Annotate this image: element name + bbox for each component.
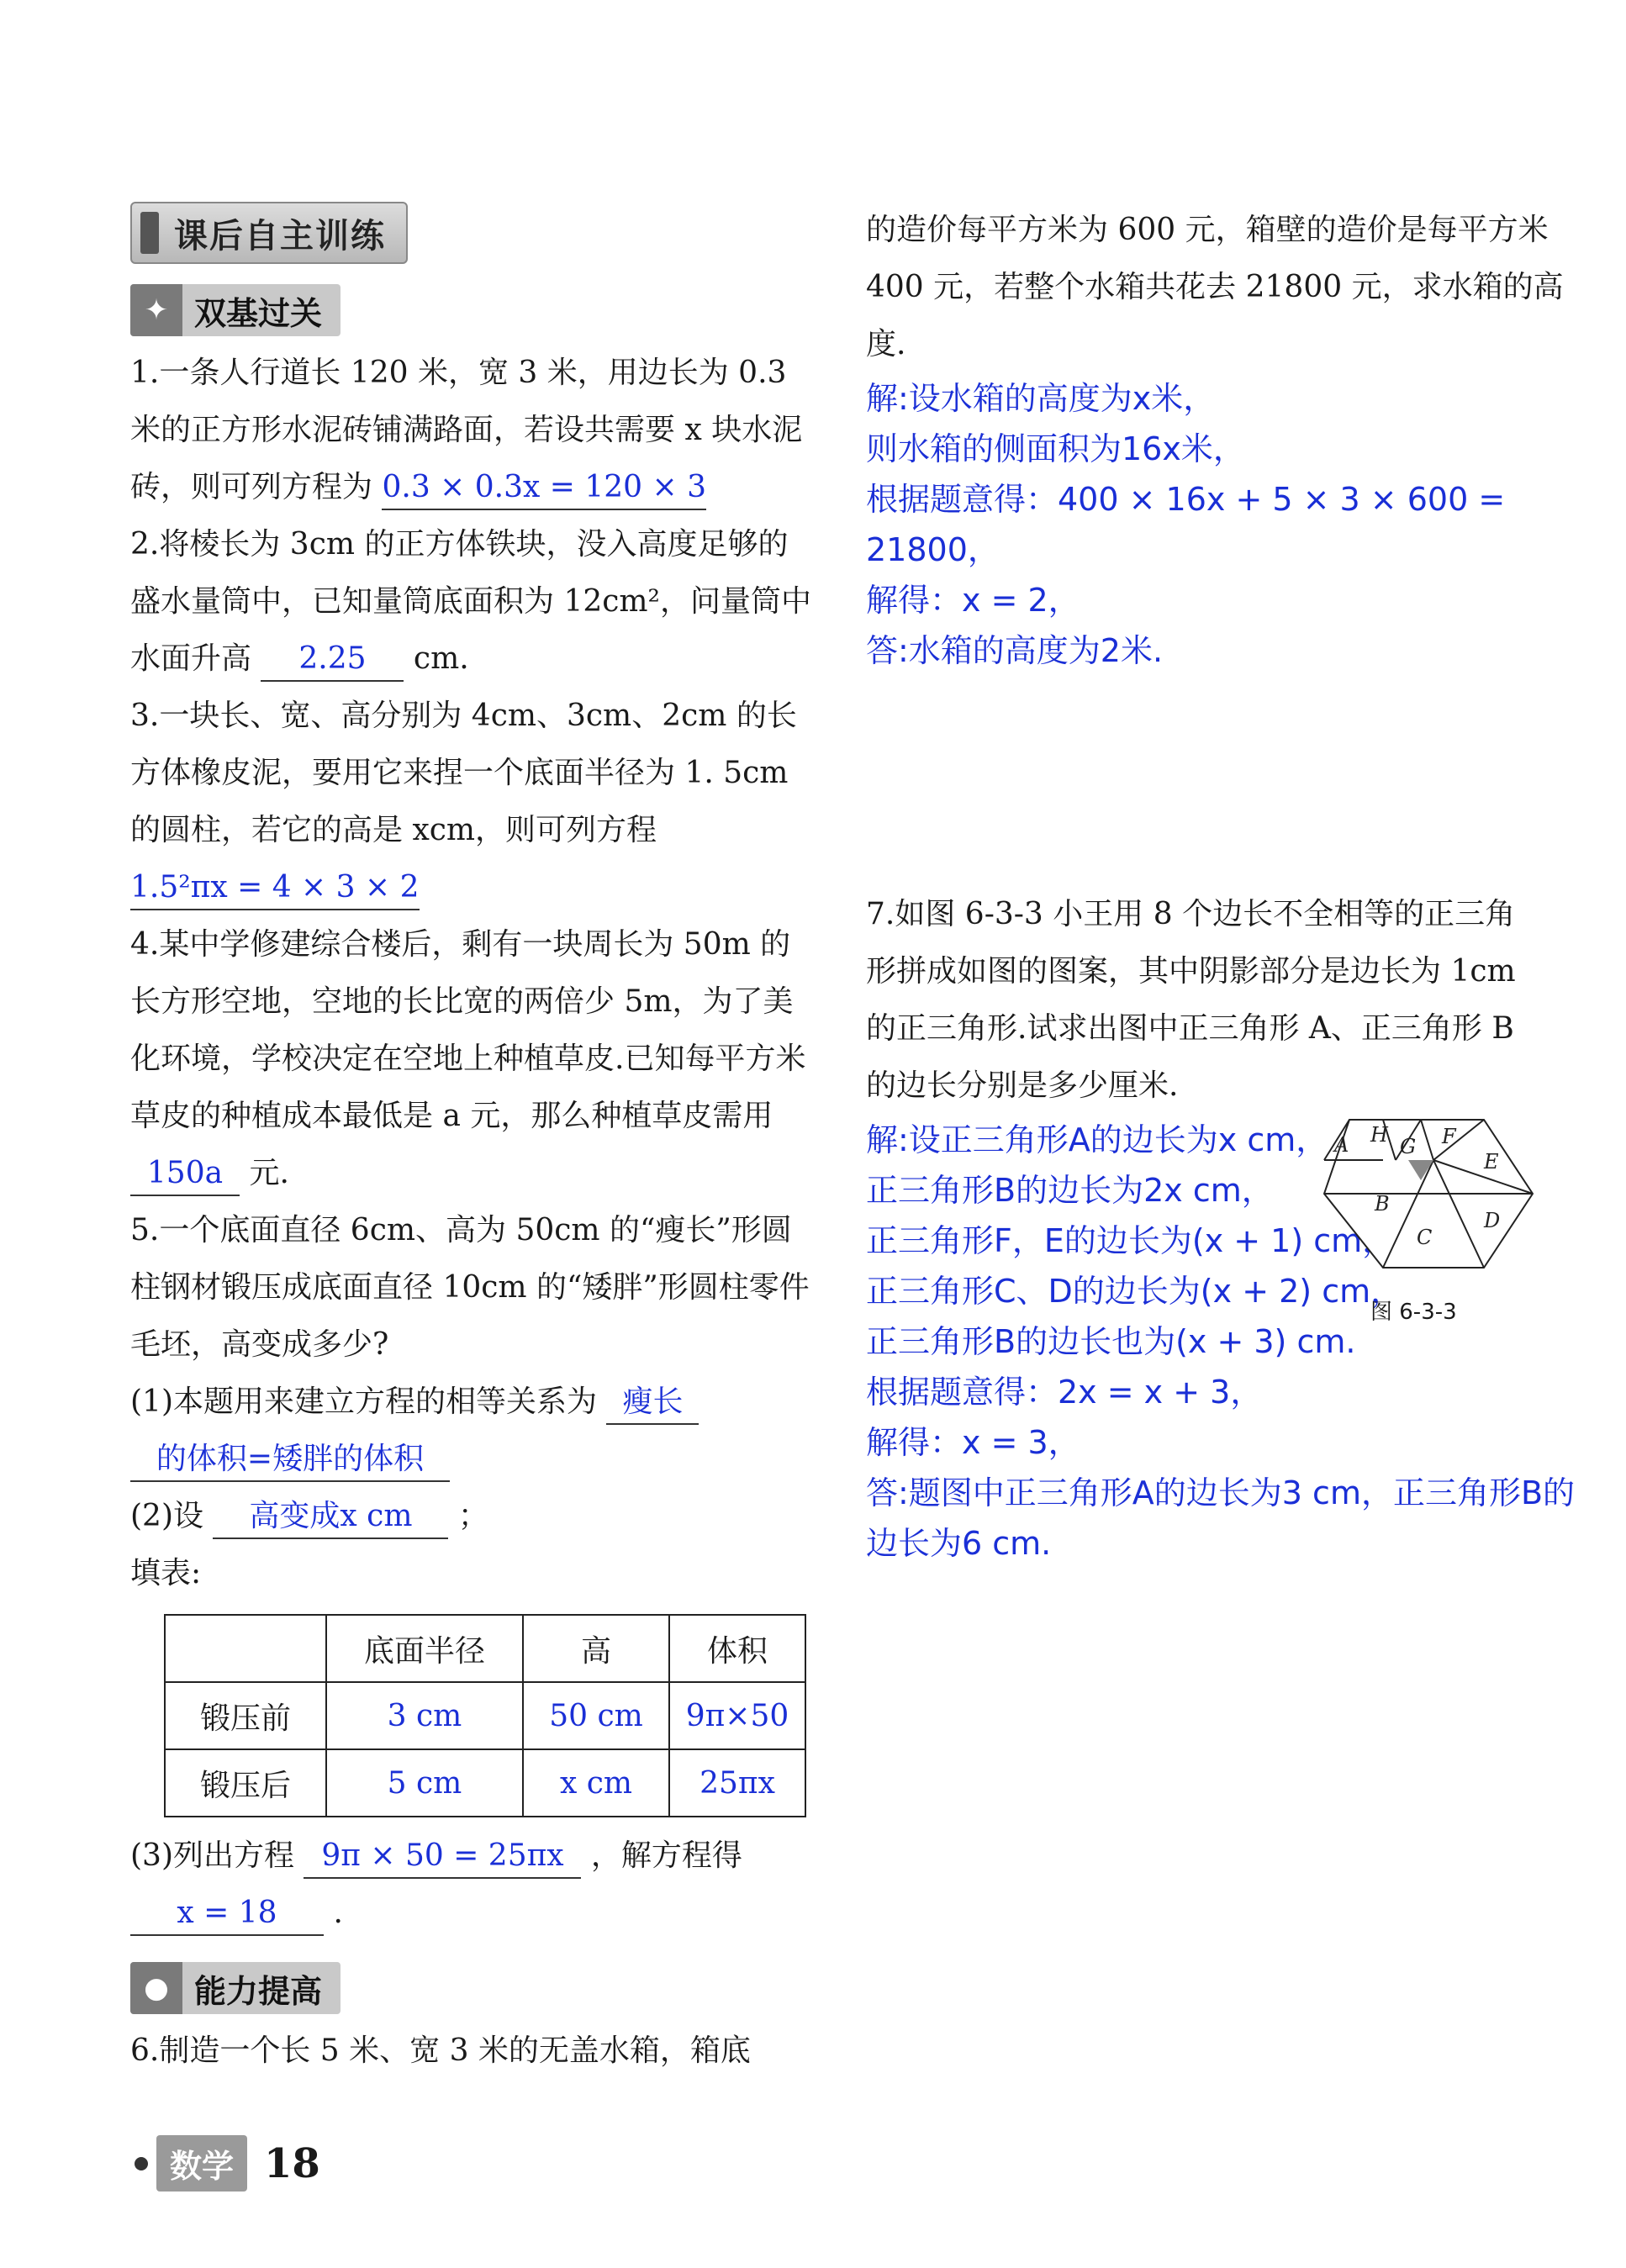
table-row	[165, 1749, 805, 1817]
question-5-fill-label: 填表:	[130, 1556, 202, 1590]
question-5-part2-answer: 高变成x cm	[213, 1495, 448, 1539]
question-6-start	[130, 2023, 811, 2080]
figure-label: H	[1370, 1123, 1388, 1147]
question-5-part3-answer2: x = 18	[130, 1892, 324, 1936]
figure-label: F	[1442, 1125, 1456, 1148]
solution-line: 根据题意得：400 × 16x + 5 × 3 × 600 = 21800，	[866, 481, 1506, 568]
question-5-part2-label: (2)设	[130, 1499, 203, 1533]
table-header-row	[165, 1615, 805, 1682]
table-cell: 5 cm	[326, 1749, 523, 1817]
question-3	[130, 688, 811, 916]
question-5-part3-mid: ，解方程得	[590, 1838, 742, 1873]
question-2	[130, 516, 811, 688]
question-6-solution	[866, 373, 1589, 676]
question-7-text: 7.如图 6-3-3 小王用 8 个边长不全相等的正三角形拼成如图的图案，其中阴影部分是边长为 1cm 的正三角形.试求出图中正三角形 A、正三角形 B 的边长分别是多少厘米.	[866, 897, 1516, 1103]
figure-label: A	[1334, 1133, 1349, 1157]
question-3-answer: 1.5²πx = 4 × 3 × 2	[130, 867, 420, 910]
table-header-cell: 体积	[669, 1615, 805, 1682]
table-header-cell: 底面半径	[326, 1615, 523, 1682]
solution-line: 正三角形F，E的边长为(x + 1) cm，	[866, 1222, 1395, 1259]
solution-line: 根据题意得：2x = x + 3，	[866, 1374, 1263, 1411]
figure-label: E	[1484, 1150, 1499, 1174]
table-cell: 锻压前	[165, 1682, 326, 1749]
page-footer	[135, 2135, 320, 2192]
question-5-text: 5.一个底面直径 6cm、高为 50cm 的“瘦长”形圆柱钢材锻压成底面直径 10cm 的“矮胖”形圆柱零件毛坯，高变成多少?	[130, 1213, 810, 1362]
solution-line: 答:水箱的高度为2米.	[866, 632, 1164, 669]
question-5-part1-label: (1)本题用来建立方程的相等关系为	[130, 1385, 597, 1419]
question-5-part1-answer-a: 瘦长	[606, 1381, 699, 1425]
table-cell: 9π×50	[669, 1682, 805, 1749]
question-5-part3	[130, 1828, 811, 1942]
question-5-part3-tail: .	[333, 1896, 343, 1930]
question-1-answer: 0.3 × 0.3x = 120 × 3	[382, 467, 706, 510]
section-basic-label: 双基过关	[194, 294, 323, 332]
question-5-part2-tail: ；	[457, 1499, 488, 1533]
table-header-cell	[165, 1615, 326, 1682]
section-banner	[130, 202, 408, 264]
question-7	[866, 886, 1539, 1115]
question-6-text-b: 的造价每平方米为 600 元，箱壁的造价是每平方米 400 元，若整个水箱共花去 21800 元，求水箱的高度.	[866, 213, 1564, 361]
deer-icon: ✦	[130, 284, 182, 336]
section-basic	[130, 284, 341, 336]
question-3-text: 3.一块长、宽、高分别为 4cm、3cm、2cm 的长方体橡皮泥，要用它来捏一个底面半径为 1. 5cm 的圆柱，若它的高是 xcm，则可列方程	[130, 699, 797, 847]
solution-line: 解得：x = 2，	[866, 582, 1080, 619]
question-2-unit: cm.	[413, 641, 469, 676]
question-2-answer: 2.25	[261, 638, 404, 682]
figure-label: D	[1484, 1209, 1501, 1232]
question-4-tail: 元.	[249, 1156, 289, 1190]
table-cell: 25πx	[669, 1749, 805, 1817]
question-5-part1-answer-b: 的体积=矮胖的体积	[130, 1438, 450, 1482]
question-2-text: 2.将棱长为 3cm 的正方体铁块，没入高度足够的盛水量筒中，已知量筒底面积为 12cm²，问量筒中水面升高	[130, 527, 811, 676]
table-cell: 3 cm	[326, 1682, 523, 1749]
question-4	[130, 916, 811, 1202]
page-number: 18	[264, 2139, 320, 2187]
solution-line: 解得：x = 3，	[866, 1424, 1080, 1461]
banner-title: 课后自主训练	[174, 216, 386, 256]
solution-line: 正三角形B的边长也为(x + 3) cm.	[866, 1323, 1356, 1360]
table-cell: 50 cm	[523, 1682, 669, 1749]
solution-line: 答:题图中正三角形A的边长为3 cm，正三角形B的边长为6 cm.	[866, 1474, 1576, 1562]
section-advanced	[130, 1962, 341, 2014]
bullet-icon	[135, 2157, 148, 2170]
question-5	[130, 1202, 811, 1602]
solution-line: 正三角形C、D的边长为(x + 2) cm，	[866, 1273, 1403, 1310]
circle-icon: ●	[130, 1962, 182, 2014]
subject-label: 数学	[156, 2135, 247, 2192]
hexagon-figure	[1307, 1110, 1543, 1278]
figure-label: C	[1417, 1226, 1433, 1249]
question-1-text: 1.一条人行道长 120 米，宽 3 米，用边长为 0.3 米的正方形水泥砖铺满路面，若设共需要 x 块水泥砖，则可列方程为	[130, 356, 803, 504]
right-column	[866, 202, 1589, 1569]
question-4-answer: 150a	[130, 1152, 240, 1196]
figure-label: G	[1400, 1135, 1417, 1158]
table-row	[165, 1682, 805, 1749]
shaded-triangle	[1408, 1160, 1433, 1180]
figure-label: B	[1375, 1192, 1390, 1216]
question-5-part3-label: (3)列出方程	[130, 1838, 294, 1873]
banner-bar	[140, 212, 159, 254]
fill-table	[164, 1614, 806, 1817]
table-cell: 锻压后	[165, 1749, 326, 1817]
question-5-part3-answer: 9π × 50 = 25πx	[304, 1835, 581, 1879]
solution-line: 解:设正三角形A的边长为x cm，	[866, 1121, 1328, 1158]
question-1	[130, 345, 811, 516]
section-advanced-label: 能力提高	[194, 1972, 323, 2010]
question-6-text-a: 6.制造一个长 5 米、宽 3 米的无盖水箱，箱底	[130, 2033, 751, 2068]
solution-line: 则水箱的侧面积为16x米，	[866, 430, 1245, 467]
solution-line: 解:设水箱的高度为x米，	[866, 380, 1216, 417]
solution-line: 正三角形B的边长为2x cm，	[866, 1172, 1274, 1209]
left-column	[130, 202, 811, 2080]
question-4-text: 4.某中学修建综合楼后，剩有一块周长为 50m 的长方形空地，空地的长比宽的两倍少 5m，为了美化环境，学校决定在空地上种植草皮.已知每平方米草皮的种植成本最低是 a 元，那么种植草皮需用	[130, 927, 806, 1133]
table-cell: x cm	[523, 1749, 669, 1817]
table-header-cell: 高	[523, 1615, 669, 1682]
figure-caption: 图 6-3-3	[1370, 1300, 1457, 1325]
question-6-cont	[866, 202, 1589, 373]
